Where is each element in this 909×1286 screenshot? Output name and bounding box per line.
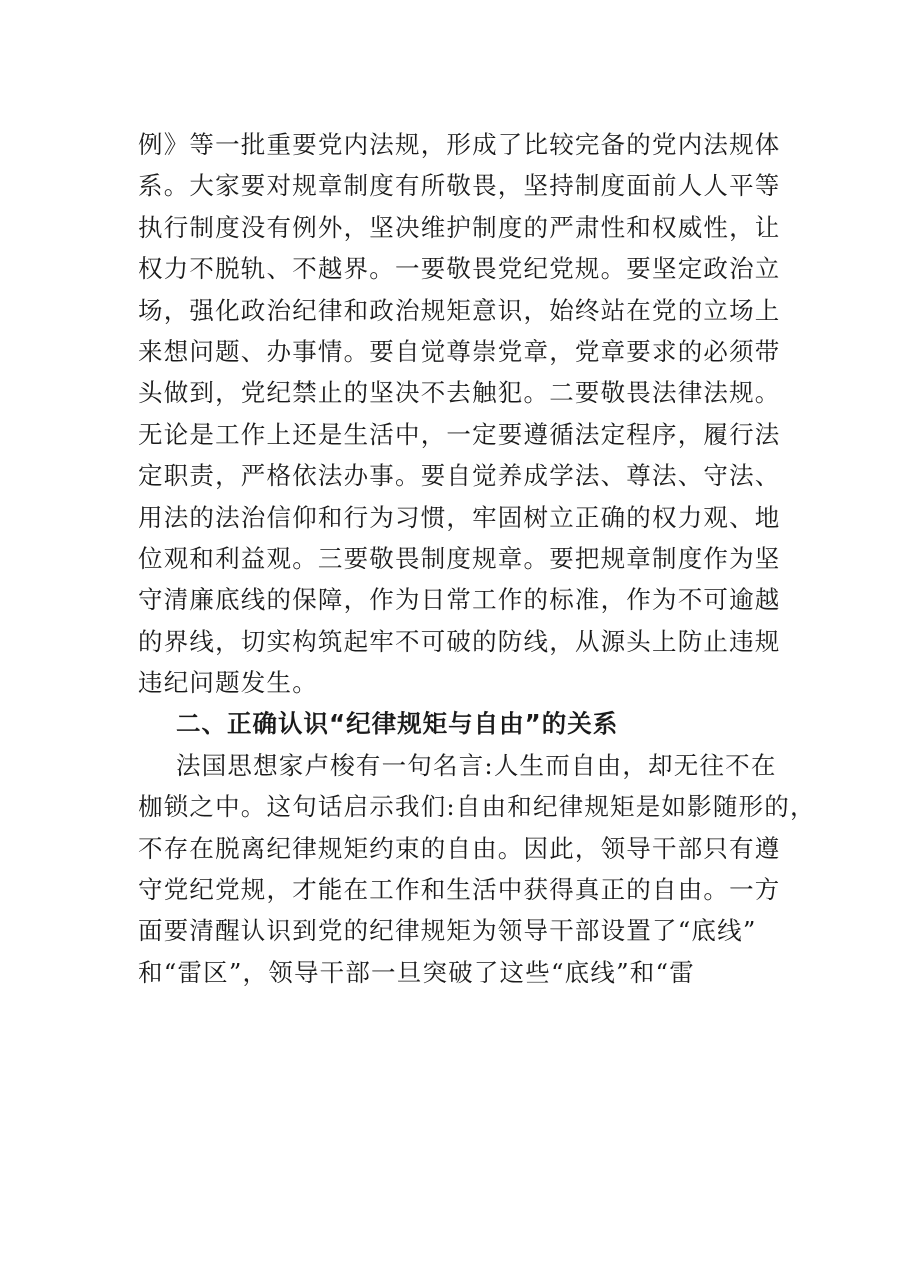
paragraph-line: 违纪问题发生。 bbox=[138, 668, 318, 698]
paragraph-line: 头做到，党纪禁止的坚决不去触犯。二要敬畏法律法规。 bbox=[138, 378, 781, 408]
paragraph-line: 不存在脱离纪律规矩约束的自由。因此，领导干部只有遵 bbox=[138, 833, 781, 863]
paragraph-line: 枷锁之中。这句话启示我们:自由和纪律规矩是如影随形的， bbox=[138, 792, 816, 822]
paragraph-line: 的界线，切实构筑起牢不可破的防线，从源头上防止违规 bbox=[138, 626, 781, 656]
paragraph-line: 用法的法治信仰和行为习惯，牢固树立正确的权力观、地 bbox=[138, 502, 781, 532]
paragraph-line: 和“雷区”，领导干部一旦突破了这些“底线”和“雷 bbox=[138, 957, 695, 987]
paragraph-line: 系。大家要对规章制度有所敬畏，坚持制度面前人人平等 bbox=[138, 171, 781, 201]
paragraph-line: 面要清醒认识到党的纪律规矩为领导干部设置了“底线” bbox=[138, 916, 757, 946]
document-body bbox=[138, 124, 816, 993]
paragraph-line: 无论是工作上还是生活中，一定要遵循法定程序，履行法 bbox=[138, 419, 781, 449]
paragraph-line: 来想问题、办事情。要自觉尊崇党章，党章要求的必须带 bbox=[138, 336, 781, 366]
paragraph-line: 执行制度没有例外，坚决维护制度的严肃性和权威性，让 bbox=[138, 212, 781, 242]
paragraph-line: 守党纪党规，才能在工作和生活中获得真正的自由。一方 bbox=[138, 875, 781, 905]
paragraph-line: 权力不脱轨、不越界。一要敬畏党纪党规。要坚定政治立 bbox=[138, 254, 781, 284]
paragraph-line: 例》等一批重要党内法规，形成了比较完备的党内法规体 bbox=[138, 130, 781, 159]
paragraph-line: 法国思想家卢梭有一句名言:人生而自由，却无往不在 bbox=[176, 750, 777, 780]
paragraph-line: 位观和利益观。三要敬畏制度规章。要把规章制度作为坚 bbox=[138, 543, 781, 573]
paragraph-line: 定职责，严格依法办事。要自觉养成学法、尊法、守法、 bbox=[138, 461, 781, 491]
section-heading: 二、正确认识“纪律规矩与自由”的关系 bbox=[176, 709, 619, 739]
paragraph-line: 场，强化政治纪律和政治规矩意识，始终站在党的立场上 bbox=[138, 295, 781, 325]
paragraph-line: 守清廉底线的保障，作为日常工作的标准，作为不可逾越 bbox=[138, 585, 781, 615]
